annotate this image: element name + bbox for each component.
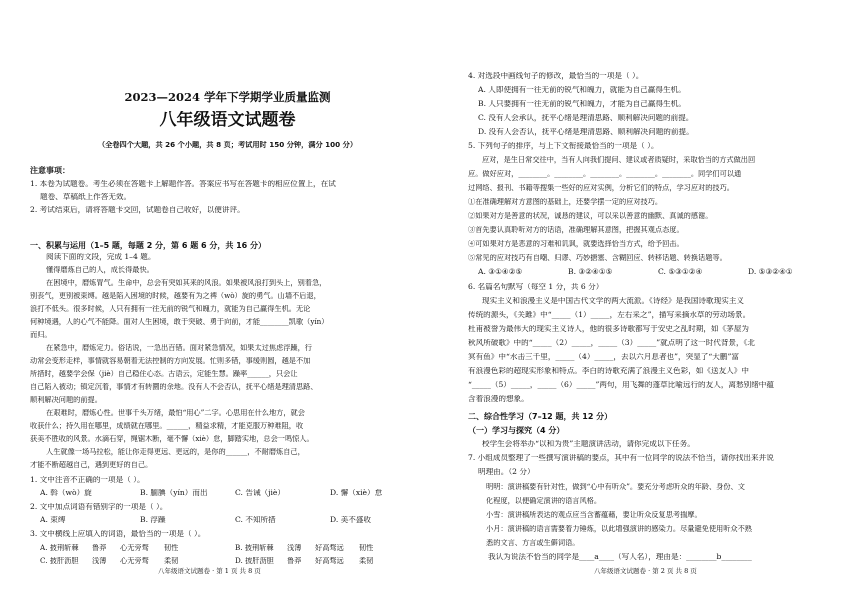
passage-line: 何种境遇，人的心气不能降。面对人生困境，敢于突破、勇于向前，才能________凯歌（yín） [30,318,329,326]
passage-line: 浪打不低头。很多时候，人只有拥有一往无前的锐气和魄力，就能为自己赢得生机。无论 [30,305,311,313]
section2-sub: （一）学习与探究（4 分） [468,426,565,435]
q3-c-word1: C. 披肝沥胆 [40,557,79,565]
q1-stem: 1. 文中注音不正确的一项是（ ）。 [30,476,145,484]
q2-stem: 2. 文中加点词语有错别字的一项是（ ）。 [30,503,168,511]
passage-line: 别丧气，更别被束缚。越是陷入困境的时候，越要有为之裨（wò）旋的勇气。山墙不后退， [30,292,321,300]
q6-line: 有浪漫色彩的超现实形象和特点。李白的诗歌充满了浪漫主义色彩，如《送友人》中 [468,367,749,375]
q4-option-a[interactable]: A. 人即使拥有一往无前的锐气和魄力，就能为自己赢得生机。 [478,86,686,94]
q3-a-word1: A. 披荆斩棘 [40,544,79,552]
q7-stem-cont: 明理由。（2 分） [478,468,535,476]
q3-b-word4: 韧性 [359,544,374,552]
notice-item-1b: 题卷、草稿纸上作答无效。 [40,193,132,201]
section1-instruction: 阅读下面的文段，完成 1–4 题。 [46,253,156,261]
q3-b-word2: 浅薄 [287,544,302,552]
q5-option-a[interactable]: A. ③①④②⑤ [478,268,523,276]
q5-line: 过网络、报刊、书籍等搜集一些好的应对实例，分析它们的特点，学习应对的技巧。 [468,184,734,192]
q3-b-word3: 好高骛远 [315,544,344,552]
exam-title: 八年级语文试题卷 [159,111,296,130]
q7-xiaoyue-cont: 悉的文言、方言或生僻词语。 [486,539,580,547]
q1-option-d[interactable]: D. 懈（xiè）怠 [330,489,383,497]
q4-option-d[interactable]: D. 没有人会否认，抚平心绪是理清思路、顺利解决问题的前提。 [478,128,694,136]
notice-heading: 注意事项： [30,166,70,175]
q3-stem: 3. 文中横线上应填入的词语，最恰当的一项是（ ）。 [30,530,206,538]
q5-line: 应对，是生日常交往中，当有人向我们提问、建议或者质疑时，采取恰当的方式做出回 [482,156,756,164]
q1-option-b[interactable]: B. 腼腆（yín）而出 [140,489,208,497]
q6-line: 现实主义和浪漫主义是中国古代文学的两大流派。《诗经》是我国诗歌现实主义 [482,297,744,305]
q5-item: ②如果对方是善意的状况，诚恳的建议，可以采以善意的幽默、真诚的感谢。 [468,212,713,220]
passage-line: 收获什么；持久用在哪里，成绩就在哪里。______，精益求精，才能克服万种难阻，收 [30,422,304,430]
q7-xiaoyue: 小月：演讲稿的语言需要着力锤炼，以此增强演讲的感染力。尽量避免使用听众不熟 [486,525,752,533]
page-footer-right: 八年级语文试题卷 · 第 2 页 共 8 页 [594,567,697,575]
q7-mingming: 明明：演讲稿要有针对性，做到“心中有听众”。要充分考虑听众的年龄、身份、文 [486,483,745,491]
passage-line: 而归。 [30,331,52,339]
q3-a-word4: 韧性 [164,544,179,552]
section1-heading: 一、积累与运用（1–5 题，每题 2 分，第 6 题 6 分，共 16 分） [30,241,267,250]
q2-option-b[interactable]: B. 浮躁 [140,516,166,524]
passage-line: 动常会变形走样，事情就容易朝着无法控制的方向发展。忙则多错，事缓则圆，越是不加 [30,357,311,365]
q5-item: ⑤常见的应对技巧有自嘲、归谬、巧妙搪塞、含糊回应、转移话题、转换话题等。 [468,254,727,262]
q3-c-word2: 浅薄 [92,557,107,565]
passage-line: 在艰难时，磨炼心性。世事千头万绪，最怕“用心”二字。心思用在什么地方，就会 [46,409,305,417]
q2-option-a[interactable]: A. 束缚 [40,516,66,524]
q5-line: 应。做好应对，________。________。________。________。________。同学们可以通 [468,170,742,178]
q3-d-word2: 鲁莽 [287,557,302,565]
q3-d-word3: 好高骛远 [315,557,344,565]
notice-item-1a: 1. 本卷为试题卷。考生必须在答题卡上解题作答。答案应书写在答题卡的相应位置上，在试 [30,180,336,188]
passage-title: 懂得磨炼自己的人，成长得最快。 [46,266,154,274]
q1-option-a[interactable]: A. 斡（wò）旋 [40,489,92,497]
q2-option-c[interactable]: C. 不知所措 [235,516,276,524]
q3-c-word4: 柔韧 [164,557,179,565]
passage-line: 在紧急中，磨炼定力。俗话说，一急出百错。面对紧急情况，如果太过焦虑浮躁，行 [46,344,312,352]
exam-scope: （全卷四个大题，共 26 个小题，共 8 页；考试用时 150 分钟，满分 100 分） [97,141,358,149]
q5-option-d[interactable]: D. ⑤③②④① [748,268,793,276]
q5-option-b[interactable]: B. ③②④①⑤ [568,268,613,276]
notice-item-2: 2. 考试结束后，请将答题卡交回，试题卷自己收好，以便讲评。 [30,206,245,214]
section2-heading: 二、综合性学习（7–12 题，共 12 分） [468,412,613,421]
q1-option-c[interactable]: C. 告诫（jiè） [235,489,286,497]
q5-item: ④可如果对方是恶意的习难和讥讽，就要选择恰当方式，给予回击。 [468,240,684,248]
passage-line: 顺利解决问题的前提。 [30,396,102,404]
q6-line: 含着浪漫的想象。 [468,395,529,403]
q3-c-word3: 心无旁骛 [120,557,149,565]
q5-option-c[interactable]: C. ⑤③①②④ [658,268,703,276]
passage-line: 人生就像一场马拉松，能让你走得更远、更远的，是你的______，不耐磨炼自己， [46,448,305,456]
q4-option-c[interactable]: C. 没有人会承认，抚平心绪是理清思路、顺利解决问题的前提。 [478,114,694,122]
q6-line: 秋风所破歌》中的“_____（2）_____，_____（3）_____”就点明了这一时代背景，《北 [468,339,755,347]
q5-item: ③首先要认真聆听对方的话语，准确理解其意图，把握其观点态度。 [468,226,684,234]
passage-line: 获美不胜收的风景。水滴石穿，绳锯木断，毫不懈（xiè）怠，脚踏实地，总会一鸣惊人。 [30,435,314,443]
passage-line: 在困境中，磨炼胃气。生命中，总会有突如其来的风浪。如果被风浪打到头上，别着急， [46,279,327,287]
q7-mingming-cont: 化程度，以便确定演讲的语言风格。 [486,497,602,505]
q5-item: ①在准确理解对方意图的基础上，还要学摆一定的应对技巧。 [468,198,663,206]
q3-d-word4: 柔韧 [359,557,374,565]
q3-d-word1: D. 披肝沥胆 [235,557,274,565]
q2-option-d[interactable]: D. 美不盛收 [330,516,372,524]
q4-stem: 4. 对选段中画线句子的修改，最恰当的一项是（ ）。 [468,72,644,80]
q7-xiaoxue: 小雪：演讲稿所表达的观点应当含蓄蕴藉，要让听众反复思考揣摩。 [486,511,702,519]
exam-period: 2023—2024 学年下学期学业质量监测 [124,91,331,104]
q7-stem: 7. 小组成员整理了一些撰写演讲稿的要点，其中有一位同学的说法不恰当，请你找出来并说 [468,454,774,462]
q6-line: 冥有鱼》中“水击三千里，_____（4）_____，去以六月息者也”，突显了“大鹏”富 [468,353,739,361]
q3-a-word2: 鲁莽 [92,544,107,552]
q6-line: 杜甫被誉为最伟大的现实主义诗人，他的很多诗歌都写于安史之乱时期，如《茅屋为 [468,325,749,333]
q5-stem: 5. 下列句子的排序，与上下文衔接最恰当的一项是（ ）。 [468,142,659,150]
passage-line: 才能不断超越自己，遇到更好的自己。 [30,461,153,469]
q3-a-word3: 心无旁骛 [120,544,149,552]
q4-option-b[interactable]: B. 人只要拥有一往无前的锐气和魄力，才能为自己赢得生机。 [478,100,686,108]
q6-stem: 6. 名篇名句默写（每空 1 分，共 6 分） [468,283,604,291]
page-footer-left: 八年级语文试题卷 · 第 1 页 共 8 页 [158,567,261,575]
section2-intro: 校学生会将举办“以和为贵”主题演讲活动，请你完成以下任务。 [482,440,695,448]
passage-line: 所措时，越要学会保（jiè）自己稳住心态。古语云，定能生慧。躁率______，只会让 [30,370,298,378]
q6-line: 传统的源头，《关雎》中“_____（1）_____，左右采之”，描写采摘水草的劳动场景。 [468,311,751,319]
q3-b-word1: B. 披荆斩棘 [235,544,274,552]
q6-line: “_____（5）_____，_____（6）_____”两句，用飞舞的蓬草比喻远行的友人，离愁别绪中蕴 [468,381,774,389]
q7-answer-line[interactable]: 我认为说法不恰当的同学是____a____（写人名），理由是：________b________ [488,553,752,561]
passage-line: 自己陷入被动；镇定沉着，事情才有转圜的余地。没有人不会否认，抚平心绪是理清思路、 [30,383,318,391]
